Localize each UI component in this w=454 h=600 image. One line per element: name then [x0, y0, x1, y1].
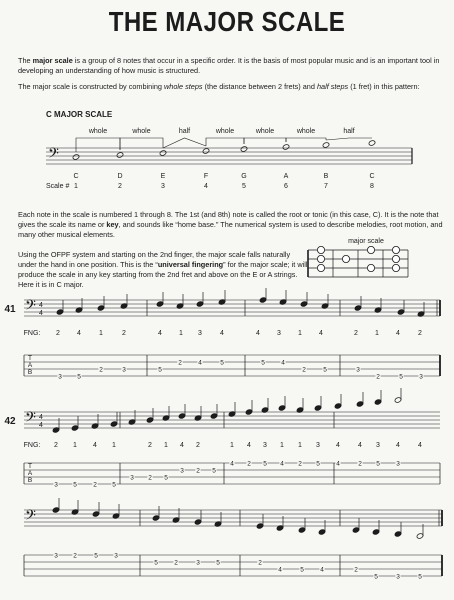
ex42-tab-number: 2 [247, 460, 251, 468]
whole-step-bracket [286, 138, 326, 142]
ex42-fingering: 2 [148, 442, 152, 449]
note-name-label: C [73, 173, 79, 180]
ex-last-note [298, 527, 306, 533]
scale-degree-number: 1 [74, 183, 78, 190]
ex42-note [356, 401, 364, 407]
ex41-tab-number: 3 [58, 373, 62, 381]
ex41-tab-number: 4 [198, 359, 202, 367]
scale-note [202, 148, 210, 154]
ex41-tab-number: 5 [220, 359, 224, 367]
ex-last-tab-number: 3 [196, 559, 200, 567]
ex41-tab-letter: A [27, 362, 33, 369]
ex42-note [314, 405, 322, 411]
scale-degree-label: Scale # [46, 183, 70, 190]
ex41-note [354, 305, 362, 311]
step-label: whole [132, 128, 151, 135]
ex42-example-number: 42 [4, 416, 16, 427]
note-name-label: D [117, 173, 123, 180]
ex42-tab-number: 3 [396, 460, 400, 468]
whole-step-bracket [206, 138, 244, 146]
ex41-tab-number: 3 [122, 366, 126, 374]
ex-last-tab-number: 5 [300, 566, 304, 574]
ex-last-note [372, 529, 380, 535]
ex42-fng-label: FNG: [23, 442, 41, 449]
ex-last-note [256, 523, 264, 529]
ex41-note [97, 305, 105, 311]
whole-step-bracket [76, 138, 120, 152]
ex-last-note [92, 511, 100, 517]
step-label: whole [255, 128, 275, 135]
ex42-fingering: 4 [336, 442, 340, 449]
ex41-fingering: 2 [418, 330, 422, 337]
note-name-label: G [241, 173, 247, 180]
ex42-fingering: 3 [263, 442, 267, 449]
ex41-bass-clef-icon: 𝄢 [25, 296, 36, 317]
ex42-tab-number: 2 [358, 460, 362, 468]
ex42-note [394, 397, 402, 403]
fretboard-dot [392, 255, 399, 262]
ex42-fingering: 1 [73, 442, 77, 449]
ex42-fingering: 3 [376, 442, 380, 449]
ex41-tab-letter: T [28, 355, 32, 362]
construction-paragraph: The major scale is constructed by combining whole steps (the distance between 2 frets) and half steps (1 fret) in this pattern: [18, 82, 420, 91]
ex42-fingering: 4 [418, 442, 422, 449]
ex-last-tab-number: 4 [320, 566, 324, 574]
ex42-fingering: 4 [358, 442, 362, 449]
ex-last-tab-number: 5 [94, 552, 98, 560]
fretboard-dot [367, 264, 374, 271]
ex-last-tab-number: 2 [354, 566, 358, 574]
ex41-tab-letter: B [27, 369, 33, 376]
ex-last-note [394, 531, 402, 537]
page-title: THE MAJOR SCALE [108, 6, 346, 37]
ex41-fingering: 4 [256, 330, 260, 337]
ex-last-note [152, 515, 160, 521]
scale-degree-number: 8 [370, 183, 374, 190]
ex42-tab-number: 5 [73, 481, 77, 489]
ex41-fng-label: FNG: [23, 330, 41, 337]
ex41-note [56, 309, 64, 315]
ex42-tab-letter: T [28, 463, 32, 470]
scale-note [322, 142, 330, 148]
ex41-note [397, 309, 405, 315]
ex42-note [146, 417, 154, 423]
ex42-tab-number: 5 [263, 460, 267, 468]
ex42-time-sig: 4 [39, 422, 43, 429]
ex42-tab-number: 3 [130, 474, 134, 482]
ex41-fingering: 3 [198, 330, 202, 337]
scale-note [368, 140, 376, 146]
ex42-fingering: 4 [93, 442, 97, 449]
scale-degree-number: 2 [118, 183, 122, 190]
scale-note [282, 144, 290, 150]
ex41-time-sig: 4 [39, 302, 43, 309]
ex41-fingering: 1 [375, 330, 379, 337]
ex42-tab-number: 4 [280, 460, 284, 468]
ex41-note [300, 301, 308, 307]
ex42-note [374, 399, 382, 405]
ex41-fingering: 2 [56, 330, 60, 337]
ex-last-note [318, 529, 326, 535]
ex41-tab-number: 5 [261, 359, 265, 367]
ex42-tab-number: 5 [212, 467, 216, 475]
ex42-fingering: 1 [298, 442, 302, 449]
ex42-tab-number: 3 [180, 467, 184, 475]
ex41-tab-number: 3 [356, 366, 360, 374]
ex42-tab-number: 5 [112, 481, 116, 489]
ex42-tab-letter: A [27, 470, 33, 477]
note-name-label: C [369, 173, 375, 180]
scale-note [72, 154, 80, 160]
fretboard-dot [317, 264, 324, 271]
ex42-fingering: 1 [230, 442, 234, 449]
ex42-tab-number: 4 [336, 460, 340, 468]
scale-degree-number: 5 [242, 183, 246, 190]
ex41-fingering: 2 [122, 330, 126, 337]
ex41-note [196, 301, 204, 307]
ex-last-tab-number: 5 [154, 559, 158, 567]
note-name-label: B [323, 173, 329, 180]
ex42-tab-number: 5 [316, 460, 320, 468]
ex-last-note [194, 519, 202, 525]
ex41-fingering: 1 [179, 330, 183, 337]
ex41-note [156, 301, 164, 307]
scale-degree-number: 4 [204, 183, 208, 190]
scale-degree-paragraph: Each note in the scale is numbered 1 through 8. The 1st (and 8th) note is called the root or tonic (in this case, C). It is the note that gives the scale its name or key, and sounds like “home base.” The numerical system is used to describe melodies, root motion, and many other musical elements. [18, 210, 443, 239]
note-name-label: E [160, 173, 166, 180]
ex41-note [259, 297, 267, 303]
c-major-scale-title: C MAJOR SCALE [46, 110, 113, 119]
step-label: half [343, 128, 355, 135]
whole-step-bracket [244, 138, 286, 144]
ex-last-tab-number: 3 [396, 573, 400, 581]
ex-last-tab-number: 2 [73, 552, 77, 560]
ex-last-note [352, 527, 360, 533]
ex41-tab-number: 5 [399, 373, 403, 381]
scale-note [159, 150, 167, 156]
ex-last-tab-number: 3 [114, 552, 118, 560]
ex-last-tab-number: 5 [418, 573, 422, 581]
ex42-fingering: 4 [247, 442, 251, 449]
ex42-fingering: 1 [112, 442, 116, 449]
ex42-note [71, 425, 79, 431]
ex42-tab-number: 4 [230, 460, 234, 468]
ex41-tab-number: 5 [158, 366, 162, 374]
ex41-fingering: 1 [99, 330, 103, 337]
fingering-paragraph: Using the OFPF system and starting on the 2nd finger, the major scale falls naturally under the hand in one position. This is the “universal fingering” for the major scale; it will produce the scale in any key starting from the 2nd fret and above on the E or A strings. Here it is in C major. [18, 250, 308, 289]
ex41-fingering: 4 [319, 330, 323, 337]
ex-last-note [416, 533, 424, 539]
ex42-note [245, 409, 253, 415]
half-step-bracket [326, 138, 372, 140]
ex41-example-number: 41 [4, 304, 16, 315]
scale-note [116, 152, 124, 158]
ex-last-tab-number: 4 [278, 566, 282, 574]
ex41-fingering: 2 [354, 330, 358, 337]
ex42-fingering: 4 [180, 442, 184, 449]
ex41-fingering: 4 [396, 330, 400, 337]
note-name-label: F [203, 173, 209, 180]
ex41-tab-number: 2 [376, 373, 380, 381]
ex42-tab-number: 2 [298, 460, 302, 468]
ex41-fingering: 1 [298, 330, 302, 337]
ex42-tab-number: 3 [54, 481, 58, 489]
fretboard-dot [392, 246, 399, 253]
ex41-tab-number: 2 [302, 366, 306, 374]
ex42-tab-number: 2 [196, 467, 200, 475]
fretboard-dot [367, 246, 374, 253]
note-name-label: A [283, 173, 289, 180]
ex41-tab-number: 4 [281, 359, 285, 367]
fretboard-dot [342, 255, 349, 262]
scale-note [240, 146, 248, 152]
ex-last-tab-number: 2 [258, 559, 262, 567]
ex-last-tab-number: 5 [216, 559, 220, 567]
ex42-fingering: 3 [316, 442, 320, 449]
ex42-fingering: 1 [164, 442, 168, 449]
ex42-tab-number: 2 [93, 481, 97, 489]
ex42-tab-number: 5 [164, 474, 168, 482]
ex41-tab-number: 5 [323, 366, 327, 374]
step-label: whole [215, 128, 235, 135]
half-step-bracket [163, 138, 206, 148]
bass-clef-icon: 𝄢 [48, 144, 59, 165]
ex-last-note [52, 507, 60, 513]
ex42-bass-clef-icon: 𝄢 [25, 408, 36, 429]
ex41-tab-number: 5 [77, 373, 81, 381]
ex-last-tab-number: 3 [54, 552, 58, 560]
ex42-note [334, 403, 342, 409]
ex41-time-sig: 4 [39, 310, 43, 317]
ex41-tab-number: 2 [99, 366, 103, 374]
intro-paragraph: The major scale is a group of 8 notes that occur in a specific order. It is the basis of most popular music and is an important tool in developing an understanding of how music is structured. [18, 56, 440, 75]
ex42-fingering: 1 [280, 442, 284, 449]
ex41-fingering: 3 [277, 330, 281, 337]
step-label: whole [88, 128, 108, 135]
ex-last-bass-clef-icon: 𝄢 [25, 506, 36, 527]
fretboard-dot [317, 246, 324, 253]
fretboard-dot [392, 264, 399, 271]
scale-degree-number: 7 [324, 183, 328, 190]
step-label: half [178, 128, 191, 135]
ex42-fingering: 4 [396, 442, 400, 449]
ex41-fingering: 4 [77, 330, 81, 337]
ex42-tab-letter: B [27, 477, 33, 484]
ex42-note [178, 413, 186, 419]
ex41-fingering: 4 [158, 330, 162, 337]
fretboard-dot [317, 255, 324, 262]
ex42-note [110, 421, 118, 427]
ex41-fingering: 4 [220, 330, 224, 337]
ex42-tab-number: 2 [148, 474, 152, 482]
scale-degree-number: 3 [161, 183, 165, 190]
ex42-time-sig: 4 [39, 414, 43, 421]
ex41-tab-number: 2 [178, 359, 182, 367]
ex42-fingering: 2 [54, 442, 58, 449]
ex41-tab-number: 3 [419, 373, 423, 381]
ex-last-tab-number: 5 [374, 573, 378, 581]
ex42-tab-number: 5 [376, 460, 380, 468]
fretboard-caption: major scale [348, 238, 384, 245]
ex-last-tab-number: 2 [174, 559, 178, 567]
ex42-note [210, 413, 218, 419]
major-scale-term: major scale [32, 56, 73, 65]
scale-degree-number: 6 [284, 183, 288, 190]
ex42-fingering: 2 [196, 442, 200, 449]
ex42-note [278, 405, 286, 411]
step-label: whole [296, 128, 316, 135]
